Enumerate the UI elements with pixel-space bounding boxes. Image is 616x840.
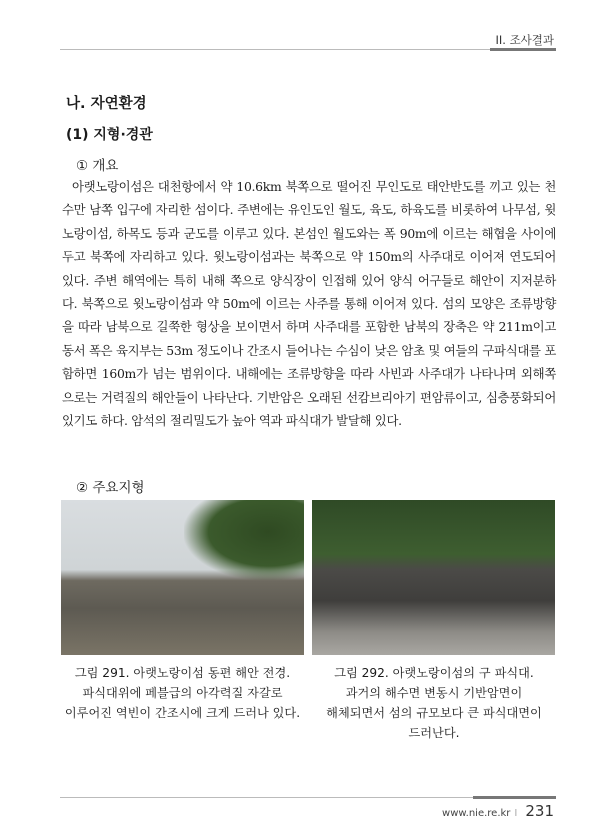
- section-title: 나. 자연환경: [66, 96, 147, 112]
- caption-line: 파식대위에 페블급의 아각력질 자갈로: [82, 686, 283, 700]
- figure-291-photo: [61, 500, 304, 655]
- caption-title: 그림 291. 아랫노랑이섬 동편 해안 전경.: [74, 666, 291, 680]
- caption-title: 그림 292. 아랫노랑이섬의 구 파식대.: [334, 666, 534, 680]
- caption-line: 이루어진 역빈이 간조시에 크게 드러나 있다.: [64, 706, 301, 720]
- figure-292-caption: [305, 663, 563, 743]
- footer-rule: [60, 797, 473, 798]
- running-header: II. 조사결과: [495, 33, 554, 47]
- item-title-overview: ① 개요: [76, 158, 119, 174]
- body-paragraph: 아랫노랑이섬은 대천항에서 약 10.6km 북쪽으로 떨어진 무인도로 태안반도를 끼고 있는 천수만 남쪽 입구에 자리한 섬이다. 주변에는 유인도인 월도, 육도, 하육도를 비롯하여 나무섬, 윗노랑이섬, 하목도 등과 군도를 이루고 있다. 본섬인 월도와는 폭 90m에 이르는 해협을 사이에 두고 북쪽에 자리하고 있다. 윗노랑이섬과는 북쪽으로 약 150m의 사주대로 이어져 연도되어 있다. 주변 해역에는 특히 내해 쪽으로 양식장이 인접해 있어 양식 어구들로 해안이 지저분하다. 북쪽으로 윗노랑이섬과 약 50m에 이르는 사주를 통해 이어져 있다. 섬의 모양은 조류방향을 따라 남북으로 길쭉한 형상을 보이면서 하며 사주대를 포함한 남북의 장축은 약 211m이고 동서 폭은 육지부는 53m 정도이나 간조시 들어나는 수심이 낮은 암초 및 여들의 구파식대를 포함하면 160m가 넘는 범위이다. 내해에는 조류방향을 따라 사빈과 사주대가 나타나며 외해쪽으로는 거력질의 해안들이 나타난다. 기반암은 오래된 선캄브리아기 편암류이고, 심층풍화되어 있기도 하다. 암석의 절리밀도가 높아 역과 파식대가 발달해 있다.: [62, 179, 557, 429]
- header-rule: [60, 49, 490, 50]
- footer-url: www.nie.re.kr: [442, 808, 511, 819]
- item-title-landforms: ② 주요지형: [76, 480, 145, 496]
- header-rule-accent: [490, 48, 556, 51]
- figure-292-photo: [312, 500, 555, 655]
- footer: [442, 802, 554, 820]
- footer-rule-accent: [473, 796, 556, 799]
- caption-line: 해체되면서 섬의 규모보다 큰 파식대면이: [326, 706, 542, 720]
- footer-separator: I: [514, 808, 518, 819]
- page-number: 231: [525, 802, 554, 820]
- caption-line: 과거의 해수면 변동시 기반암면이: [345, 686, 523, 700]
- caption-line: 드러난다.: [408, 726, 460, 740]
- figure-291-caption: [50, 663, 315, 723]
- subsection-title: (1) 지형·경관: [66, 127, 153, 143]
